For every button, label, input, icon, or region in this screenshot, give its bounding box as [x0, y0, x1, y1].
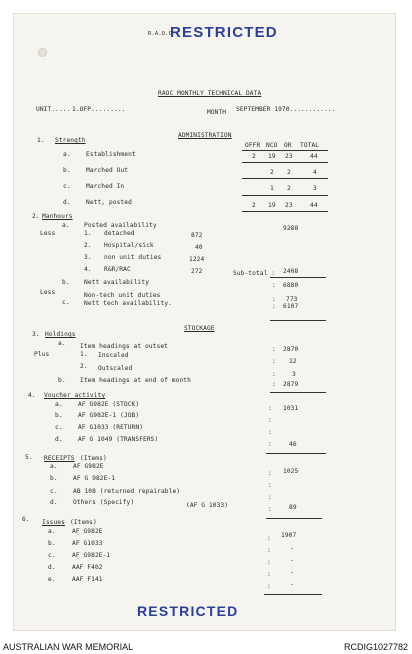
strength-d-label: Nett, posted	[86, 199, 132, 206]
colon: :	[268, 405, 272, 412]
unit-value: 1.OFP.........	[72, 106, 126, 113]
issues-d-label: AAF F402	[72, 564, 103, 571]
colon: :	[268, 470, 272, 477]
strength-d-offr: 2	[252, 202, 256, 209]
issues-d-value: -	[290, 569, 294, 576]
strength-d-letter: d.	[63, 199, 71, 206]
voucher-d-letter: d.	[55, 436, 63, 443]
strength-a-letter: a.	[63, 151, 71, 158]
receipts-a-letter: a.	[50, 463, 58, 470]
strength-c-nco: 1	[270, 185, 274, 192]
issues-a-label: AF G982E	[72, 528, 103, 535]
colon: :	[272, 346, 276, 353]
strength-b-or: 2	[287, 169, 291, 176]
receipts-d-letter: d.	[50, 499, 58, 506]
stockage-heading: STOCKAGE	[184, 325, 215, 332]
administration-heading: ADMINISTRATION	[178, 132, 232, 139]
colon: :	[267, 547, 271, 554]
holdings-title: Holdings	[45, 331, 76, 338]
strength-a-or: 23	[285, 153, 293, 160]
restricted-stamp-top: RESTRICTED	[170, 24, 278, 41]
col-or: OR	[284, 142, 292, 149]
receipts-title: RECEIPTS	[44, 455, 75, 462]
strength-a-total: 44	[310, 153, 318, 160]
document-title: RAOC MONTHLY TECHNICAL DATA	[158, 90, 262, 97]
holdings-sub1-label: Inscaled	[98, 352, 129, 359]
strength-title: Strength	[55, 137, 86, 144]
strength-d-or: 23	[285, 202, 293, 209]
issues-e-label: AAF F141	[72, 576, 103, 583]
holdings-sub1-n: 1.	[80, 351, 88, 358]
rule	[270, 392, 326, 393]
holdings-sub2-value: 3	[292, 371, 296, 378]
holdings-a-label: Item headings at outset	[80, 343, 168, 350]
strength-a-offr: 2	[252, 153, 256, 160]
voucher-d-label: AF G 1049 (TRANSFERS)	[78, 436, 159, 443]
issues-c-label: AF G982E-1	[72, 552, 111, 559]
strength-c-total: 3	[313, 185, 317, 192]
voucher-b-label: AF G982E-1 (JOB)	[78, 412, 140, 419]
strength-d-nco: 19	[268, 202, 276, 209]
colon: :	[272, 282, 276, 289]
strength-c-label: Marched In	[86, 183, 125, 190]
manhours-sub4-value: 272	[191, 268, 203, 275]
rule	[242, 178, 328, 179]
punch-hole	[38, 48, 47, 57]
receipts-a-value: 1025	[283, 468, 299, 475]
manhours-less: Less	[40, 230, 56, 237]
stamp-prefix: R.A.O.C	[148, 31, 172, 37]
rule	[242, 211, 328, 212]
rule	[270, 320, 326, 321]
manhours-sub3-label: non unit duties	[104, 254, 162, 261]
unit-label: UNIT.....	[36, 106, 71, 113]
voucher-c-letter: c.	[55, 424, 63, 431]
voucher-c-label: AF G1033 (RETURN)	[78, 424, 144, 431]
receipts-title-suffix: (Items)	[80, 455, 107, 462]
manhours-subtotal-value: 2408	[283, 268, 299, 275]
strength-d-total: 44	[310, 202, 318, 209]
issues-e-value: -	[290, 581, 294, 588]
col-header-rule	[242, 150, 328, 151]
issues-a-value: 1907	[281, 532, 297, 539]
manhours-number: 2.	[32, 213, 40, 220]
holdings-a-letter: a.	[58, 340, 66, 347]
receipts-b-label: AF G 982E-1	[73, 475, 116, 482]
receipts-d-label: Others (Specify)	[73, 499, 135, 506]
voucher-a-letter: a.	[55, 401, 63, 408]
col-nco: NCO	[266, 142, 278, 149]
holdings-number: 3.	[32, 331, 40, 338]
manhours-sub2-n: 2.	[84, 242, 92, 249]
rule	[266, 518, 322, 519]
receipts-c-label: AB 108 (returned repairable)	[73, 488, 181, 495]
manhours-c-letter: c.	[62, 299, 70, 306]
colon: :	[268, 417, 272, 424]
manhours-sub3-value: 1224	[189, 256, 205, 263]
issues-b-value: -	[290, 545, 294, 552]
manhours-a-value: 9288	[283, 225, 299, 232]
month-value: SEPTEMBER 1970............	[236, 106, 336, 113]
colon: :	[268, 494, 272, 501]
manhours-subtotal-label: Sub-total :	[233, 270, 276, 277]
holdings-b-value: 2879	[283, 381, 299, 388]
colon: :	[272, 296, 276, 303]
manhours-b-letter: b.	[62, 279, 70, 286]
holdings-sub2-label: Outscaled	[98, 365, 133, 372]
footer-source: AUSTRALIAN WAR MEMORIAL	[3, 642, 134, 652]
voucher-d-value: 46	[289, 441, 297, 448]
strength-c-or: 2	[287, 185, 291, 192]
manhours-sub1-label: detached	[104, 230, 135, 237]
issues-number: 6.	[22, 516, 30, 523]
colon: :	[267, 535, 271, 542]
receipts-others-note: (AF G 1033)	[186, 502, 229, 509]
manhours-sub2-label: Hospital/sick	[104, 242, 154, 249]
issues-title-suffix: (Items)	[70, 519, 97, 526]
rule	[266, 453, 326, 454]
voucher-title: Voucher activity	[44, 392, 106, 399]
manhours-sub4-n: 4.	[84, 266, 92, 273]
issues-a-letter: a.	[48, 528, 56, 535]
rule	[242, 195, 328, 196]
holdings-sub2-n: 2.	[80, 363, 88, 370]
holdings-plus: Plus	[34, 351, 50, 358]
rule	[270, 277, 326, 278]
issues-d-letter: d.	[48, 564, 56, 571]
manhours-less2: Less	[40, 289, 56, 296]
voucher-b-letter: b.	[55, 412, 63, 419]
manhours-nontech-value: 773	[286, 296, 298, 303]
manhours-sub4-label: R&R/RAC	[104, 266, 131, 273]
strength-c-letter: c.	[63, 183, 71, 190]
manhours-sub1-n: 1.	[84, 230, 92, 237]
colon: :	[267, 559, 271, 566]
colon: :	[272, 381, 276, 388]
issues-b-letter: b.	[48, 540, 56, 547]
holdings-b-letter: b.	[58, 377, 66, 384]
colon: :	[268, 441, 272, 448]
manhours-nontech-label: Non-tech unit duties	[84, 292, 161, 299]
restricted-stamp-bottom: RESTRICTED	[137, 603, 239, 619]
receipts-a-label: AF G982E	[73, 463, 104, 470]
holdings-b-label: Item headings at end of month	[80, 377, 191, 384]
holdings-a-value: 2870	[283, 346, 299, 353]
manhours-c-value: 6107	[283, 303, 299, 310]
manhours-title: Manhours	[42, 213, 73, 220]
issues-c-letter: c.	[48, 552, 56, 559]
manhours-a-letter: a.	[62, 222, 70, 229]
receipts-b-letter: b.	[50, 475, 58, 482]
colon: :	[272, 371, 276, 378]
voucher-a-label: AF G982E (STOCK)	[78, 401, 140, 408]
strength-b-letter: b.	[63, 167, 71, 174]
manhours-sub1-value: 872	[191, 232, 203, 239]
issues-c-value: -	[290, 557, 294, 564]
receipts-number: 5.	[25, 454, 33, 461]
strength-number: 1.	[37, 137, 45, 144]
col-offr: OFFR	[245, 142, 261, 149]
strength-a-nco: 19	[268, 153, 276, 160]
colon: :	[272, 358, 276, 365]
colon: :	[268, 506, 272, 513]
voucher-a-value: 1031	[283, 405, 299, 412]
colon: :	[268, 482, 272, 489]
receipts-d-value: 89	[289, 504, 297, 511]
month-label: MONTH	[207, 109, 227, 116]
holdings-sub1-value: 12	[289, 358, 297, 365]
colon: :	[267, 571, 271, 578]
rule	[264, 594, 322, 595]
issues-b-label: AF G1033	[72, 540, 103, 547]
manhours-a-label: Posted availability	[84, 222, 157, 229]
colon: :	[267, 583, 271, 590]
receipts-c-letter: c.	[50, 488, 58, 495]
col-total: TOTAL	[300, 142, 320, 149]
strength-b-nco: 2	[270, 169, 274, 176]
issues-e-letter: e.	[48, 576, 56, 583]
strength-b-label: Marched Out	[86, 167, 129, 174]
issues-title: Issues	[42, 519, 65, 526]
colon: :	[268, 429, 272, 436]
manhours-c-label: Nett tech availability.	[84, 300, 172, 307]
manhours-sub3-n: 3.	[84, 254, 92, 261]
manhours-b-label: Nett availability	[84, 279, 150, 286]
voucher-number: 4.	[28, 392, 36, 399]
footer-record-id: RCDIG1027782	[343, 642, 408, 652]
strength-b-total: 4	[313, 169, 317, 176]
rule	[242, 162, 328, 163]
manhours-sub2-value: 40	[195, 244, 203, 251]
manhours-b-value: 6880	[283, 282, 299, 289]
colon: :	[272, 303, 276, 310]
strength-a-label: Establishment	[86, 151, 136, 158]
